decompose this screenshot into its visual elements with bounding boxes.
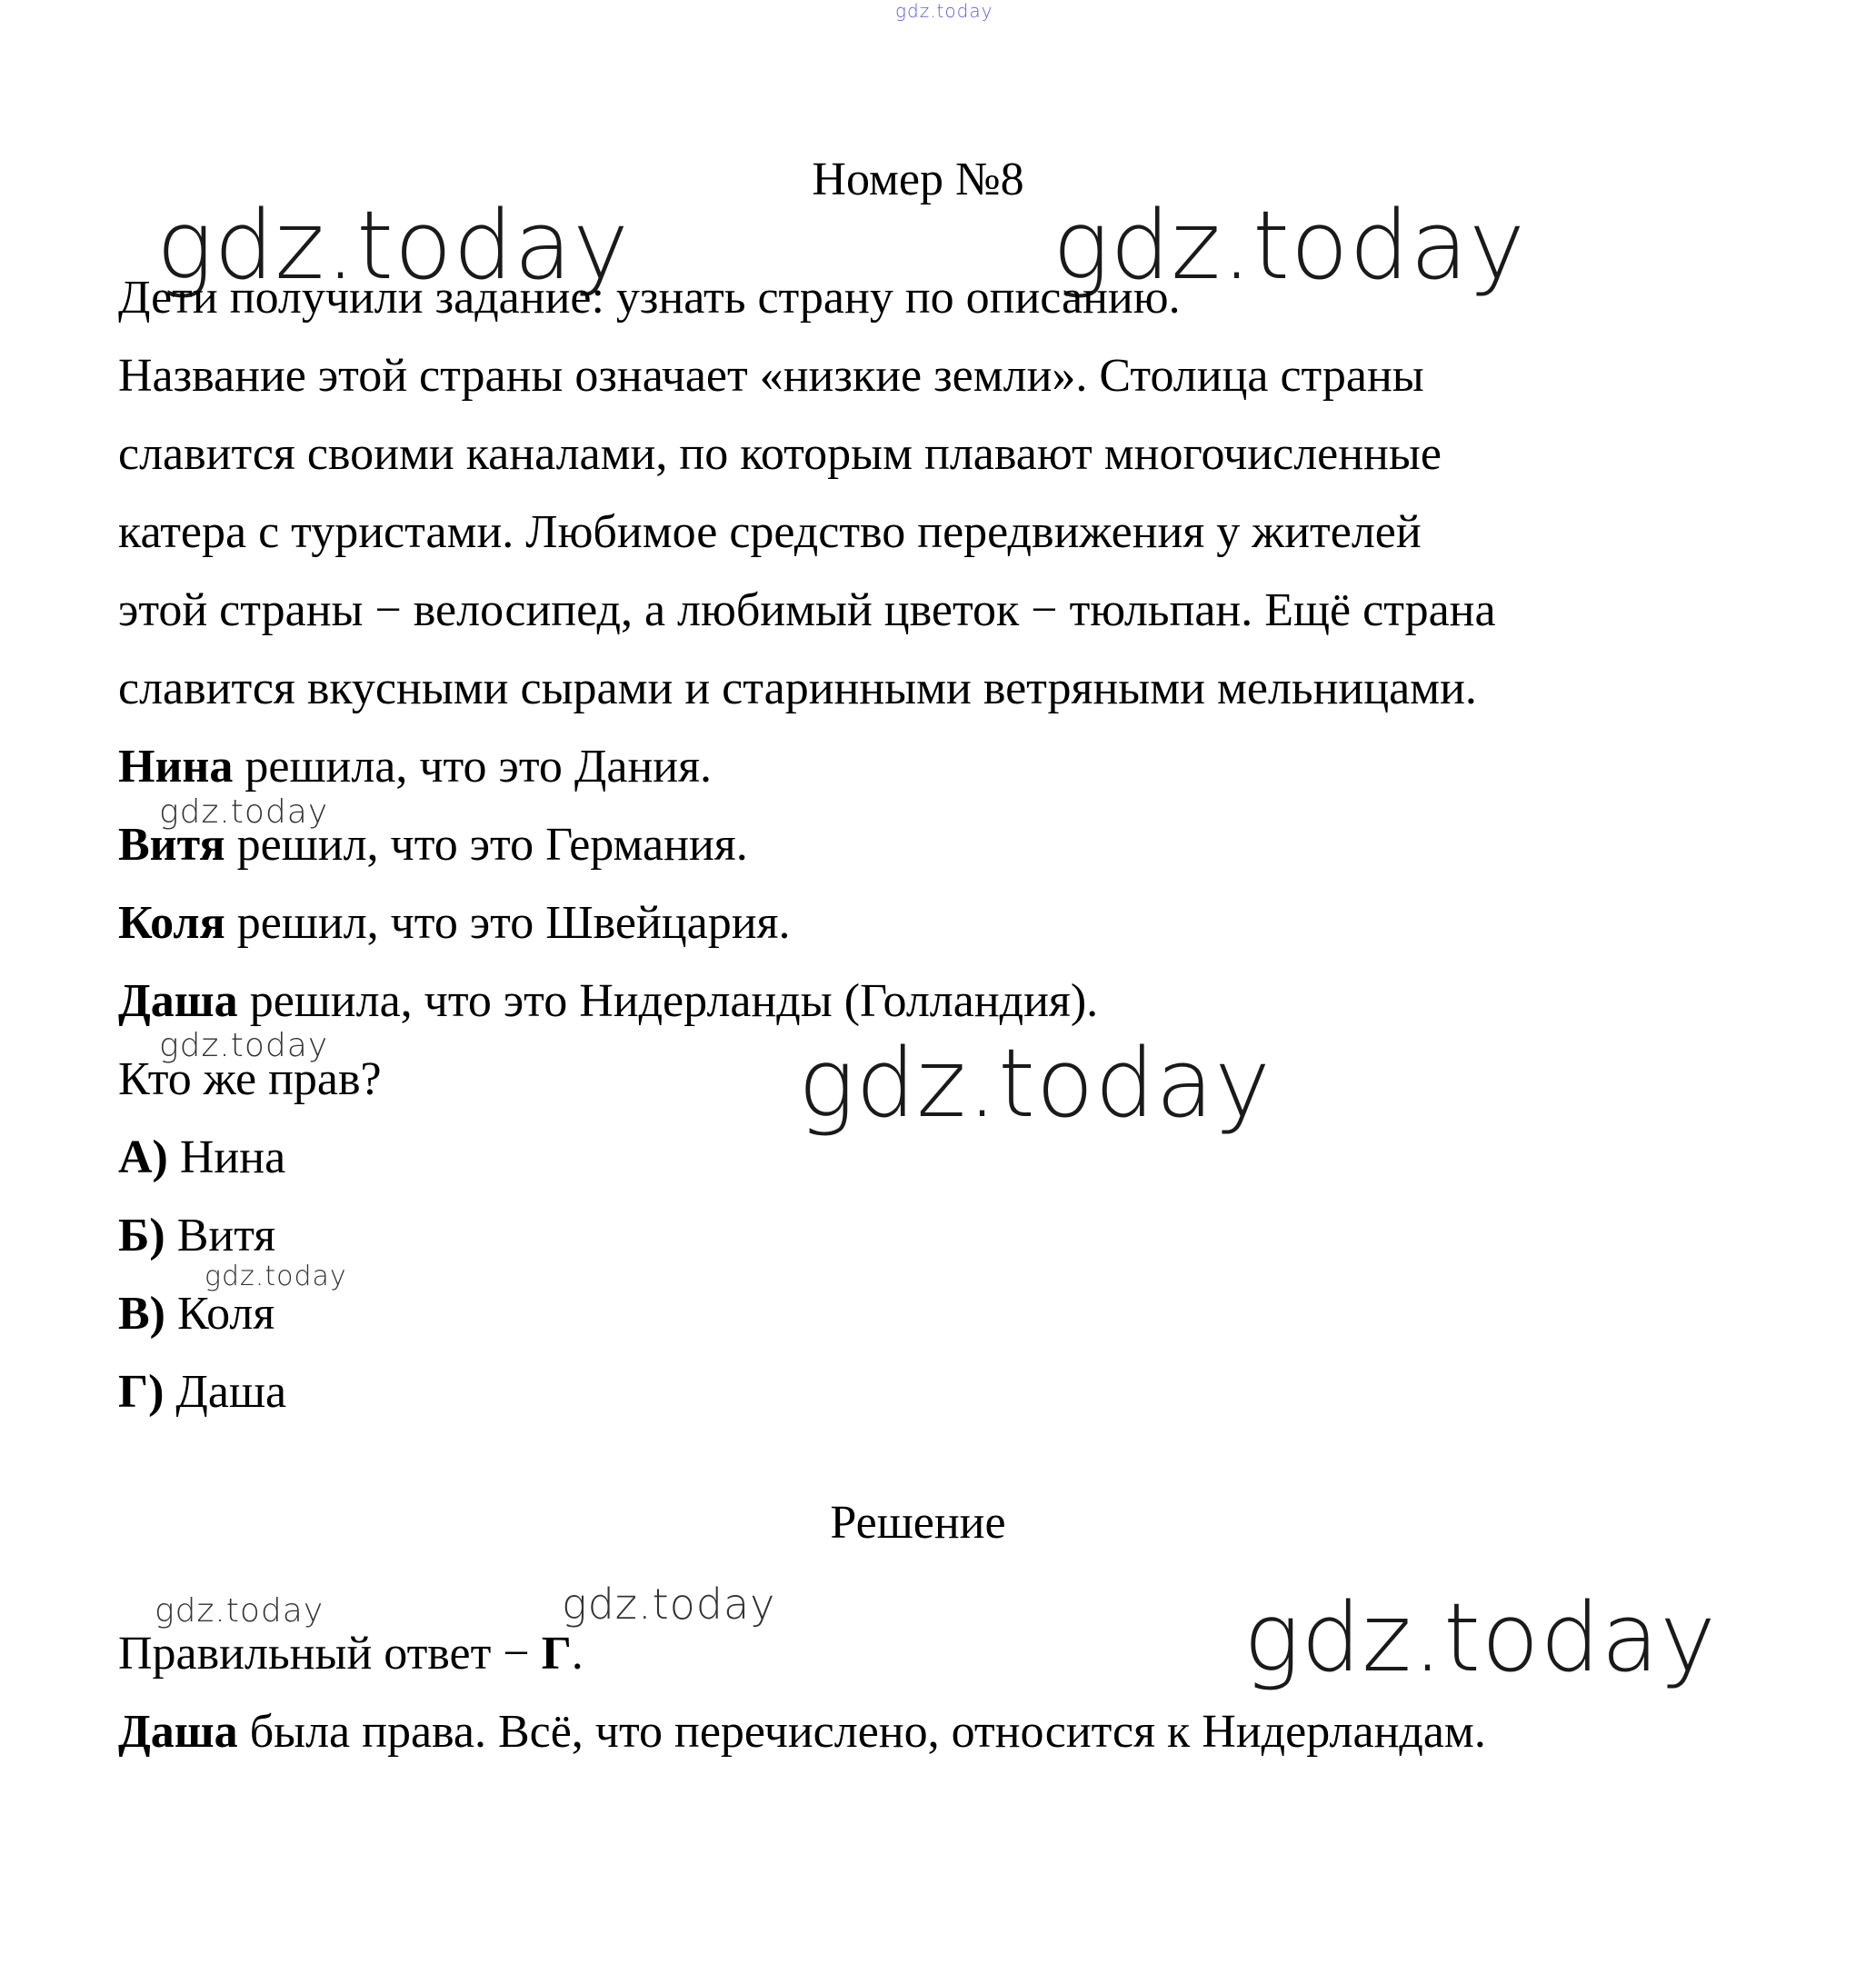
task-line: славится своими каналами, по которым плавают многочисленные: [118, 428, 1442, 480]
solution-heading: Решение: [830, 1497, 1006, 1549]
opinion-text: решил, что это Швейцария.: [225, 897, 791, 949]
opinion-name: Витя: [118, 819, 225, 871]
header-watermark: gdz.today: [895, 0, 993, 22]
watermark-large: gdz.today: [156, 190, 630, 301]
option-b: [118, 1212, 275, 1260]
answer-prefix: Правильный ответ −: [118, 1628, 542, 1680]
opinion-name: Даша: [118, 975, 238, 1027]
option-letter: В): [118, 1288, 165, 1340]
opinion-text: решила, что это Нидерланды (Голландия).: [237, 975, 1099, 1027]
watermark-large: gdz.today: [1053, 190, 1526, 301]
watermark-small: gdz.today: [562, 1580, 776, 1629]
opinion-name: Нина: [118, 741, 234, 793]
option-c: [118, 1288, 275, 1340]
option-text: Коля: [165, 1288, 275, 1340]
opinion-text: решила, что это Дания.: [233, 741, 713, 793]
option-letter: Г): [118, 1366, 165, 1418]
answer-letter: Г: [541, 1628, 572, 1680]
watermark-large: gdz.today: [1243, 1582, 1717, 1693]
option-a: [118, 1134, 285, 1181]
task-line: Дети получили задание: узнать страну по описанию.: [118, 272, 1181, 324]
opinion-kolya: [118, 897, 791, 949]
task-line: этой страны − велосипед, а любимый цветок − тюльпан. Ещё страна: [118, 584, 1496, 636]
watermark-small: gdz.today: [205, 1261, 347, 1292]
opinion-name: Коля: [118, 897, 225, 949]
opinion-nina: [118, 743, 712, 791]
explanation-text: была права. Всё, что перечислено, относится к Нидерландам.: [237, 1706, 1486, 1758]
answer-line: [118, 1630, 584, 1678]
task-line: славится вкусными сырами и старинными ветряными мельницами.: [118, 663, 1477, 714]
page-title: Номер №8: [812, 154, 1024, 205]
watermark-small: gdz.today: [159, 793, 329, 831]
option-d: [118, 1366, 287, 1418]
task-line: катера с туристами. Любимое средство передвижения у жителей: [118, 506, 1422, 558]
option-text: Нина: [167, 1132, 286, 1183]
question: Кто же прав?: [118, 1053, 382, 1105]
opinion-dasha: [118, 975, 1099, 1027]
explanation-line: [118, 1706, 1486, 1758]
option-letter: А): [118, 1132, 168, 1183]
watermark-small: gdz.today: [159, 1027, 329, 1064]
opinion-vitya: [118, 819, 748, 871]
watermark-large: gdz.today: [798, 1028, 1272, 1139]
option-text: Витя: [165, 1210, 276, 1261]
option-text: Даша: [164, 1366, 287, 1418]
watermark-small: gdz.today: [155, 1592, 324, 1630]
opinion-text: решил, что это Германия.: [225, 819, 748, 871]
answer-suffix: .: [571, 1628, 584, 1680]
explanation-name: Даша: [118, 1706, 238, 1758]
task-line: Название этой страны означает «низкие земли». Столица страны: [118, 350, 1424, 402]
option-letter: Б): [118, 1210, 165, 1261]
